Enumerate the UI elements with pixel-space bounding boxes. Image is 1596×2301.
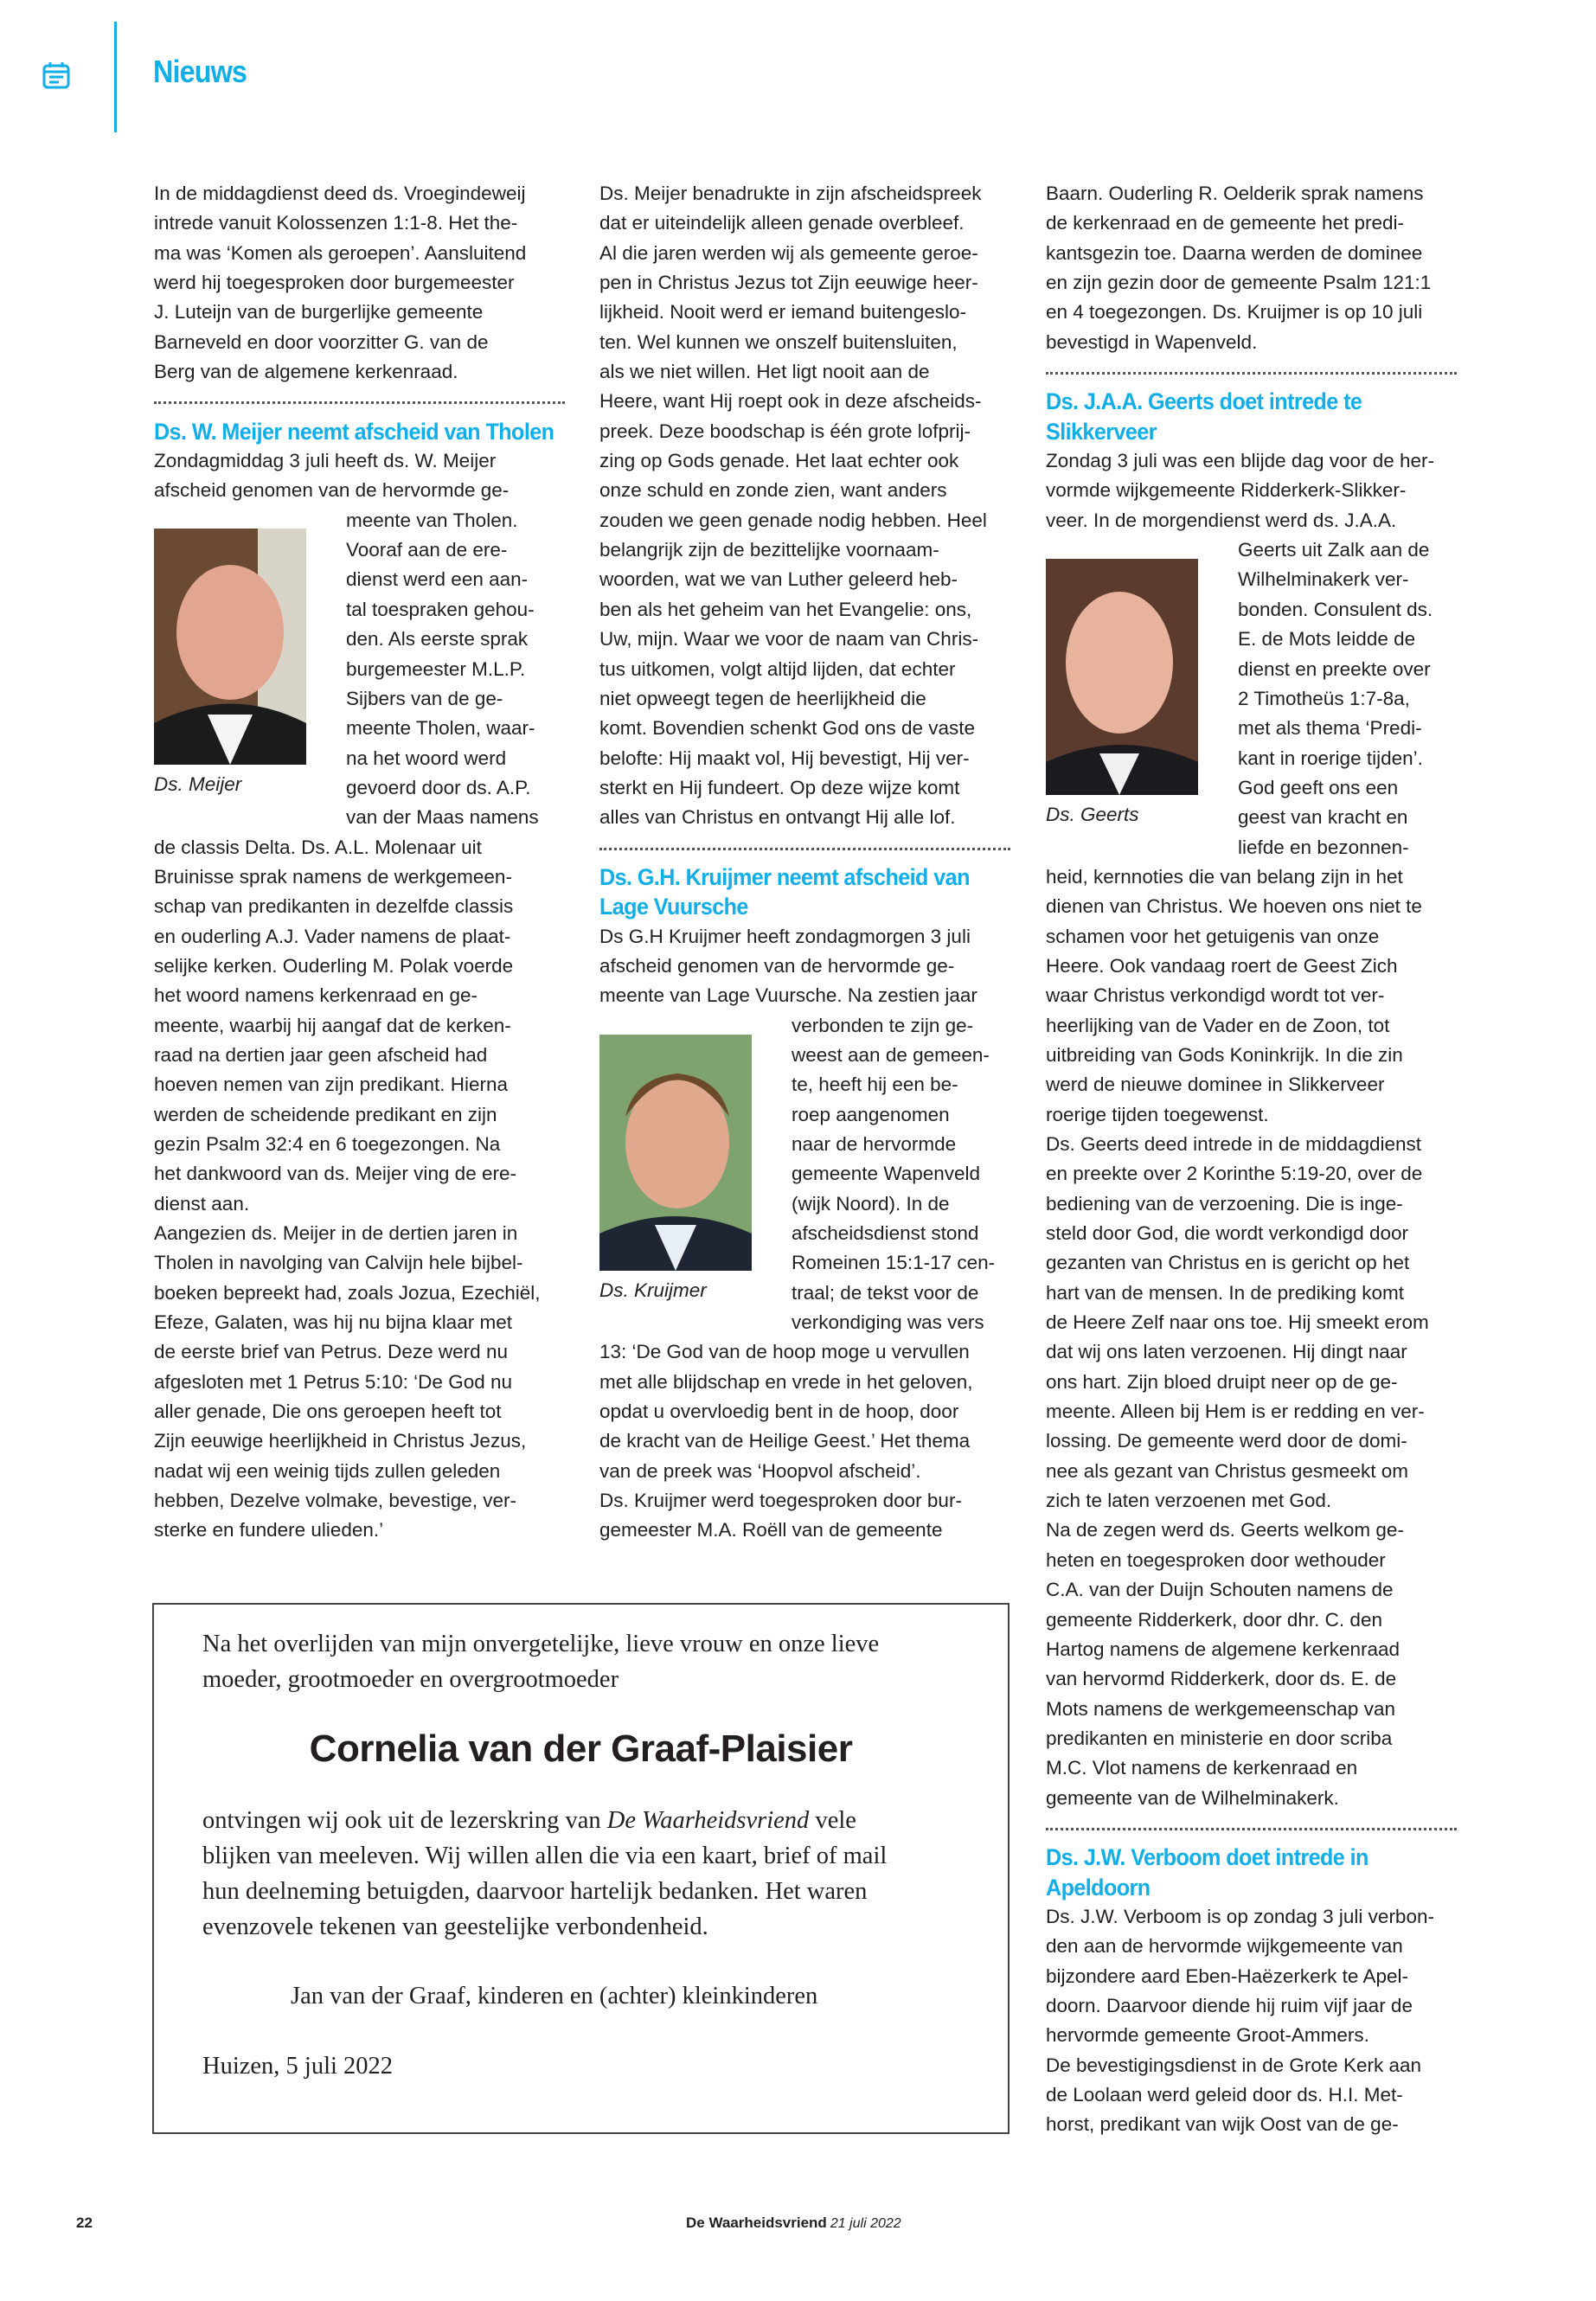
body-text-line: afscheid genomen van de hervormde ge- [154, 479, 510, 502]
body-text-line: kant in roerige tijden’. [1238, 747, 1423, 769]
notice-body-line: hun deelneming betuigden, daarvoor hartelijk bedanken. Het waren [202, 1878, 868, 1905]
body-text-line: roep aangenomen [792, 1103, 950, 1125]
body-text-line: uitbreiding van Gods Koninkrijk. In die zin [1046, 1043, 1403, 1066]
body-text-line: hart van de mensen. In de prediking komt [1046, 1281, 1404, 1304]
body-text-line: gevoerd door ds. A.P. [346, 776, 531, 798]
body-text-line: als we niet willen. Het ligt nooit aan de [599, 361, 930, 383]
body-text-line: de Loolaan werd geleid door ds. H.I. Met- [1046, 2084, 1403, 2106]
body-text-line: belangrijk zijn de bezittelijke voornaam- [599, 539, 939, 561]
column-2 [599, 179, 1010, 1546]
body-text-line: ben als het geheim van het Evangelie: ons, [599, 598, 972, 620]
body-text-line: gemeente Ridderkerk, door dhr. C. den [1046, 1608, 1382, 1631]
body-text-line: Ds. J.W. Verboom is op zondag 3 juli verbon- [1046, 1905, 1434, 1927]
body-text-line: sterkt en Hij fundeert. Op deze wijze komt [599, 776, 960, 798]
body-text-line: ma was ‘Komen als geroepen’. Aansluitend [154, 241, 527, 264]
body-text-line: Heere, want Hij roept ook in deze afscheids- [599, 390, 982, 413]
body-text-line: gemeester M.A. Roëll van de gemeente [599, 1519, 943, 1541]
body-text-line: Efeze, Galaten, was hij nu bijna klaar met [154, 1311, 512, 1334]
body-text-line: vormde wijkgemeente Ridderkerk-Slikker- [1046, 479, 1407, 502]
body-text-line: Tholen in navolging van Calvijn hele bijbel- [154, 1252, 523, 1274]
publication-name: De Waarheidsvriend [606, 1807, 810, 1834]
body-text-line: Heere. Ook vandaag roert de Geest Zich [1046, 954, 1398, 977]
article-headline: Ds. G.H. Kruijmer neemt afscheid van [599, 863, 970, 890]
dotted-divider [1046, 1813, 1457, 1843]
body-text-line: meente van Tholen. [346, 509, 518, 531]
body-text-line: nee als gezant van Christus gesmeekt om [1046, 1459, 1408, 1482]
body-text-line: (wijk Noord). In de [792, 1192, 950, 1215]
notice-intro-line: Na het overlijden van mijn onvergetelijke, lieve vrouw en onze lieve [202, 1631, 880, 1657]
body-text-line: belofte: Hij maakt vol, Hij bevestigt, Hij ver- [599, 747, 970, 769]
body-text-line: Zondagmiddag 3 juli heeft ds. W. Meijer [154, 450, 497, 472]
body-text-line: traal; de tekst voor de [792, 1281, 979, 1304]
body-text-line: Berg van de algemene kerkenraad. [154, 361, 458, 383]
section-title: Nieuws [153, 54, 247, 89]
body-text-line: preek. Deze boodschap is één grote lofprij- [599, 420, 971, 442]
body-text-line: heerlijking van de Vader en de Zoon, tot [1046, 1014, 1390, 1036]
body-text-line: gemeente van de Wilhelminakerk. [1046, 1786, 1339, 1809]
deceased-name: Cornelia van der Graaf-Plaisier [309, 1727, 853, 1770]
body-text-line: verbonden te zijn ge- [792, 1014, 974, 1036]
article-headline: Ds. J.A.A. Geerts doet intrede te [1046, 388, 1362, 415]
body-text-line: steld door God, die wordt verkondigd door [1046, 1222, 1408, 1245]
body-text-line: predikanten en ministerie en door scriba [1046, 1727, 1393, 1749]
body-text-line: dienen van Christus. We hoeven ons niet te [1046, 895, 1422, 918]
notice-text: vele [809, 1807, 856, 1834]
body-text-line: niet opweegt tegen de heerlijkheid die [599, 687, 926, 709]
body-text-line: dienst en preekte over [1238, 657, 1431, 680]
body-text-line: zouden we geen genade nodig hebben. Heel [599, 509, 987, 531]
column-1 [154, 179, 565, 1546]
body-text-line: heten en toegesproken door wethouder [1046, 1548, 1386, 1571]
body-text-line: Uw, mijn. Waar we voor de naam van Chris- [599, 628, 979, 651]
body-text-line: bijzondere aard Eben-Haëzerkerk te Apel- [1046, 1965, 1408, 1987]
body-text-line: E. de Mots leidde de [1238, 628, 1416, 651]
body-text-line: Al die jaren werden wij als gemeente geroe- [599, 241, 978, 264]
body-text-line: ten. Wel kunnen we onszelf buitensluiten, [599, 330, 958, 353]
body-text-line: God geeft ons een [1238, 776, 1399, 798]
body-text-line: tus uitkomen, volgt altijd lijden, dat echter [599, 657, 956, 680]
body-text-line: werd de nieuwe dominee in Slikkerveer [1046, 1074, 1385, 1096]
body-text-line: den aan de hervormde wijkgemeente van [1046, 1935, 1403, 1958]
body-text-line: Bruinisse sprak namens de werkgemeen- [154, 865, 512, 888]
body-text-line: met als thema ‘Predi- [1238, 717, 1422, 740]
body-text-line: heid, kernnoties die van belang zijn in het [1046, 865, 1403, 888]
calendar-icon [42, 61, 71, 90]
body-text-line: pen in Christus Jezus tot Zijn eeuwige heer- [599, 272, 978, 294]
body-text-line: en 4 toegezongen. Ds. Kruijmer is op 10 juli [1046, 301, 1423, 324]
publication-title: De Waarheidsvriend [686, 2214, 827, 2231]
publication-date: 21 juli 2022 [830, 2216, 901, 2231]
body-text-line: den. Als eerste sprak [346, 628, 529, 651]
body-text-line: aller genade, Die ons geroepen heeft tot [154, 1400, 502, 1423]
body-text-line: en ouderling A.J. Vader namens de plaat- [154, 925, 511, 947]
footer-publication [686, 2214, 901, 2232]
page-number: 22 [76, 2214, 93, 2231]
body-text-line: Ds. Geerts deed intrede in de middagdienst [1046, 1133, 1422, 1155]
body-text-line: Ds G.H Kruijmer heeft zondagmorgen 3 juli [599, 925, 971, 947]
body-text-line: Zondag 3 juli was een blijde dag voor de her- [1046, 450, 1435, 472]
body-text-line: sterke en fundere ulieden.’ [154, 1519, 384, 1541]
body-text-line: hoeven nemen van zijn predikant. Hierna [154, 1074, 508, 1096]
body-text-line: C.A. van der Duijn Schouten namens de [1046, 1579, 1394, 1601]
body-text-line: kantsgezin toe. Daarna werden de dominee [1046, 241, 1423, 264]
body-text-line: het dankwoord van ds. Meijer ving de ere- [154, 1163, 516, 1185]
body-text-line: schap van predikanten in dezelfde classis [154, 895, 514, 918]
body-text-line: De bevestigingsdienst in de Grote Kerk aan [1046, 2054, 1422, 2076]
photo-ds-geerts [1046, 559, 1198, 795]
body-text-line: en zijn gezin door de gemeente Psalm 121:1 [1046, 272, 1432, 294]
body-text-line: Zijn eeuwige heerlijkheid in Christus Jezus, [154, 1430, 527, 1452]
body-text-line: Barneveld en door voorzitter G. van de [154, 330, 489, 353]
body-text-line: hervormde gemeente Groot-Ammers. [1046, 2024, 1369, 2047]
body-text-line: bediening van de verzoening. Die is inge- [1046, 1192, 1403, 1215]
body-text-line: liefde en bezonnen- [1238, 836, 1409, 858]
body-text-line: en preekte over 2 Korinthe 5:19-20, over de [1046, 1163, 1423, 1185]
body-text-line: de classis Delta. Ds. A.L. Molenaar uit [154, 836, 482, 858]
body-text-line: Geerts uit Zalk aan de [1238, 539, 1430, 561]
body-text-line: M.C. Vlot namens de kerkenraad en [1046, 1757, 1358, 1779]
body-text-line: nadat wij een weinig tijds zullen geleden [154, 1459, 501, 1482]
photo-ds-kruijmer [599, 1035, 752, 1271]
body-text-line: werd hij toegesproken door burgemeester [154, 272, 515, 294]
body-text-line: raad na dertien jaar geen afscheid had [154, 1043, 488, 1066]
body-text-line: bonden. Consulent ds. [1238, 598, 1433, 620]
body-text-line: dat wij ons laten verzoenen. Hij dingt naar [1046, 1341, 1407, 1363]
body-text-line: het woord namens kerkenraad en ge- [154, 984, 478, 1007]
body-text-line: doorn. Daarvoor diende hij ruim vijf jaar de [1046, 1994, 1413, 2016]
body-text-line: van der Maas namens [346, 806, 539, 829]
notice-text: ontvingen wij ook uit de lezerskring van [202, 1807, 607, 1834]
notice-intro-line: moeder, grootmoeder en overgrootmoeder [202, 1666, 619, 1693]
dotted-divider [1046, 357, 1457, 387]
body-text-line: J. Luteijn van de burgerlijke gemeente [154, 301, 484, 324]
body-text-line: schamen voor het getuigenis van onze [1046, 925, 1380, 947]
body-text-line: afscheid genomen van de hervormde ge- [599, 954, 955, 977]
body-text-line: meente van Lage Vuursche. Na zestien jaar [599, 984, 977, 1007]
body-text-line: In de middagdienst deed ds. Vroegindeweij [154, 183, 526, 204]
body-text-line: roerige tijden toegewenst. [1046, 1103, 1269, 1125]
body-text-line: boeken bepreekt had, zoals Jozua, Ezechiël, [154, 1281, 541, 1304]
body-text-line: werden de scheidende predikant en zijn [154, 1103, 497, 1125]
body-text-line: van de preek was ‘Hoopvol afscheid’. [599, 1459, 921, 1482]
notice-body-line: blijken van meeleven. Wij willen allen die via een kaart, brief of mail [202, 1843, 888, 1869]
dotted-divider [599, 833, 1010, 862]
article-headline: Lage Vuursche [599, 894, 748, 920]
body-text-line: 2 Timotheüs 1:7-8a, [1238, 687, 1410, 709]
body-text-line: gemeente Wapenveld [792, 1163, 981, 1185]
thank-you-notice [152, 1603, 1010, 2134]
article-headline: Apeldoorn [1046, 1874, 1151, 1900]
body-text-line: horst, predikant van wijk Oost van de ge- [1046, 2113, 1399, 2136]
article-headline: Ds. W. Meijer neemt afscheid van Tholen [154, 418, 554, 445]
body-text-line: Ds. Kruijmer werd toegesproken door bur- [599, 1490, 962, 1512]
body-text-line: 13: ‘De God van de hoop moge u vervullen [599, 1341, 970, 1363]
photo-caption: Ds. Meijer [154, 773, 242, 795]
body-text-line: ons hart. Zijn bloed druipt neer op de ge- [1046, 1370, 1398, 1393]
body-text-line: Hartog namens de algemene kerkenraad [1046, 1638, 1400, 1660]
body-text-line: meente Tholen, waar- [346, 717, 535, 740]
photo-ds-meijer [154, 529, 306, 765]
article-headline: Slikkerveer [1046, 418, 1157, 445]
body-text-line: hebben, Dezelve volmake, bevestige, ver- [154, 1490, 516, 1512]
body-text-line: meente, waarbij hij aangaf dat de kerken- [154, 1014, 511, 1036]
body-text-line: de kracht van de Heilige Geest.’ Het thema [599, 1430, 971, 1452]
notice-signature: Jan van der Graaf, kinderen en (achter) kleinkinderen [291, 1983, 818, 2009]
notice-body-line [202, 1807, 856, 1835]
body-text-line: lijkheid. Nooit werd er iemand buitengeslo- [599, 301, 966, 324]
body-text-line: Wilhelminakerk ver- [1238, 568, 1409, 591]
body-text-line: Sijbers van de ge- [346, 687, 503, 709]
body-text-line: bevestigd in Wapenveld. [1046, 330, 1258, 353]
body-text-line: dat er uiteindelijk alleen genade overbleef. [599, 212, 965, 234]
body-text-line: gezanten van Christus en is gericht op het [1046, 1252, 1410, 1274]
body-text-line: alles van Christus en ontvangt Hij alle lof. [599, 806, 956, 829]
body-text-line: na het woord werd [346, 747, 507, 769]
body-text-line: Aangezien ds. Meijer in de dertien jaren in [154, 1222, 518, 1245]
body-text-line: meente. Alleen bij Hem is er redding en ver- [1046, 1400, 1425, 1423]
body-text-line: Romeinen 15:1-17 cen- [792, 1252, 996, 1274]
notice-body-line: evenzovele tekenen van geestelijke verbondenheid. [202, 1913, 708, 1940]
body-text-line: burgemeester M.L.P. [346, 657, 526, 680]
body-text-line: met alle blijdschap en vrede in het geloven, [599, 1370, 973, 1393]
body-text-line: verkondiging was vers [792, 1311, 984, 1334]
body-text-line: opdat u overvloedig bent in de hoop, door [599, 1400, 959, 1423]
body-text-line: Na de zegen werd ds. Geerts welkom ge- [1046, 1519, 1404, 1541]
body-text-line: zing op Gods genade. Het laat echter ook [599, 450, 959, 472]
body-text-line: Ds. Meijer benadrukte in zijn afscheidspreek [599, 183, 982, 204]
body-text-line: dienst werd een aan- [346, 568, 529, 591]
notice-place-date: Huizen, 5 juli 2022 [202, 2053, 394, 2080]
body-text-line: gezin Psalm 32:4 en 6 toegezongen. Na [154, 1133, 501, 1155]
body-text-line: weest aan de gemeen- [792, 1043, 990, 1066]
body-text-line: de eerste brief van Petrus. Deze werd nu [154, 1341, 508, 1363]
body-text-line: afscheidsdienst stond [792, 1222, 979, 1245]
body-text-line: lossing. De gemeente werd door de domi- [1046, 1430, 1407, 1452]
body-text-line: Vooraf aan de ere- [346, 539, 508, 561]
body-text-line: afgesloten met 1 Petrus 5:10: ‘De God nu [154, 1370, 512, 1393]
body-text-line: komt. Bovendien schenkt God ons de vaste [599, 717, 976, 740]
body-text-line: te, heeft hij een be- [792, 1074, 958, 1096]
body-text-line: selijke kerken. Ouderling M. Polak voerde [154, 954, 514, 977]
article-headline: Ds. J.W. Verboom doet intrede in [1046, 1844, 1368, 1871]
photo-caption: Ds. Kruijmer [599, 1279, 707, 1301]
body-text-line: naar de hervormde [792, 1133, 957, 1155]
body-text-line: van hervormd Ridderkerk, door ds. E. de [1046, 1668, 1397, 1690]
body-text-line: zich te laten verzoenen met God. [1046, 1490, 1332, 1512]
header-divider [114, 22, 117, 132]
body-text-line: onze schuld en zonde zien, want anders [599, 479, 947, 502]
dotted-divider [154, 387, 565, 416]
photo-caption: Ds. Geerts [1046, 804, 1139, 825]
body-text-line: de Heere Zelf naar ons toe. Hij smeekt erom [1046, 1311, 1429, 1334]
body-text-line: Mots namens de werkgemeenschap van [1046, 1697, 1395, 1720]
body-text-line: Baarn. Ouderling R. Oelderik sprak namens [1046, 183, 1424, 204]
body-text-line: intrede vanuit Kolossenzen 1:1-8. Het the- [154, 212, 518, 234]
body-text-line: tal toespraken gehou- [346, 598, 535, 620]
body-text-line: dienst aan. [154, 1192, 250, 1215]
column-3 [1046, 179, 1457, 2140]
body-text-line: veer. In de morgendienst werd ds. J.A.A. [1046, 509, 1397, 531]
body-text-line: geest van kracht en [1238, 806, 1408, 829]
body-text-line: woorden, wat we van Luther geleerd heb- [599, 568, 958, 591]
body-text-line: de kerkenraad en de gemeente het predi- [1046, 212, 1405, 234]
body-text-line: waar Christus verkondigd wordt tot ver- [1046, 984, 1385, 1007]
